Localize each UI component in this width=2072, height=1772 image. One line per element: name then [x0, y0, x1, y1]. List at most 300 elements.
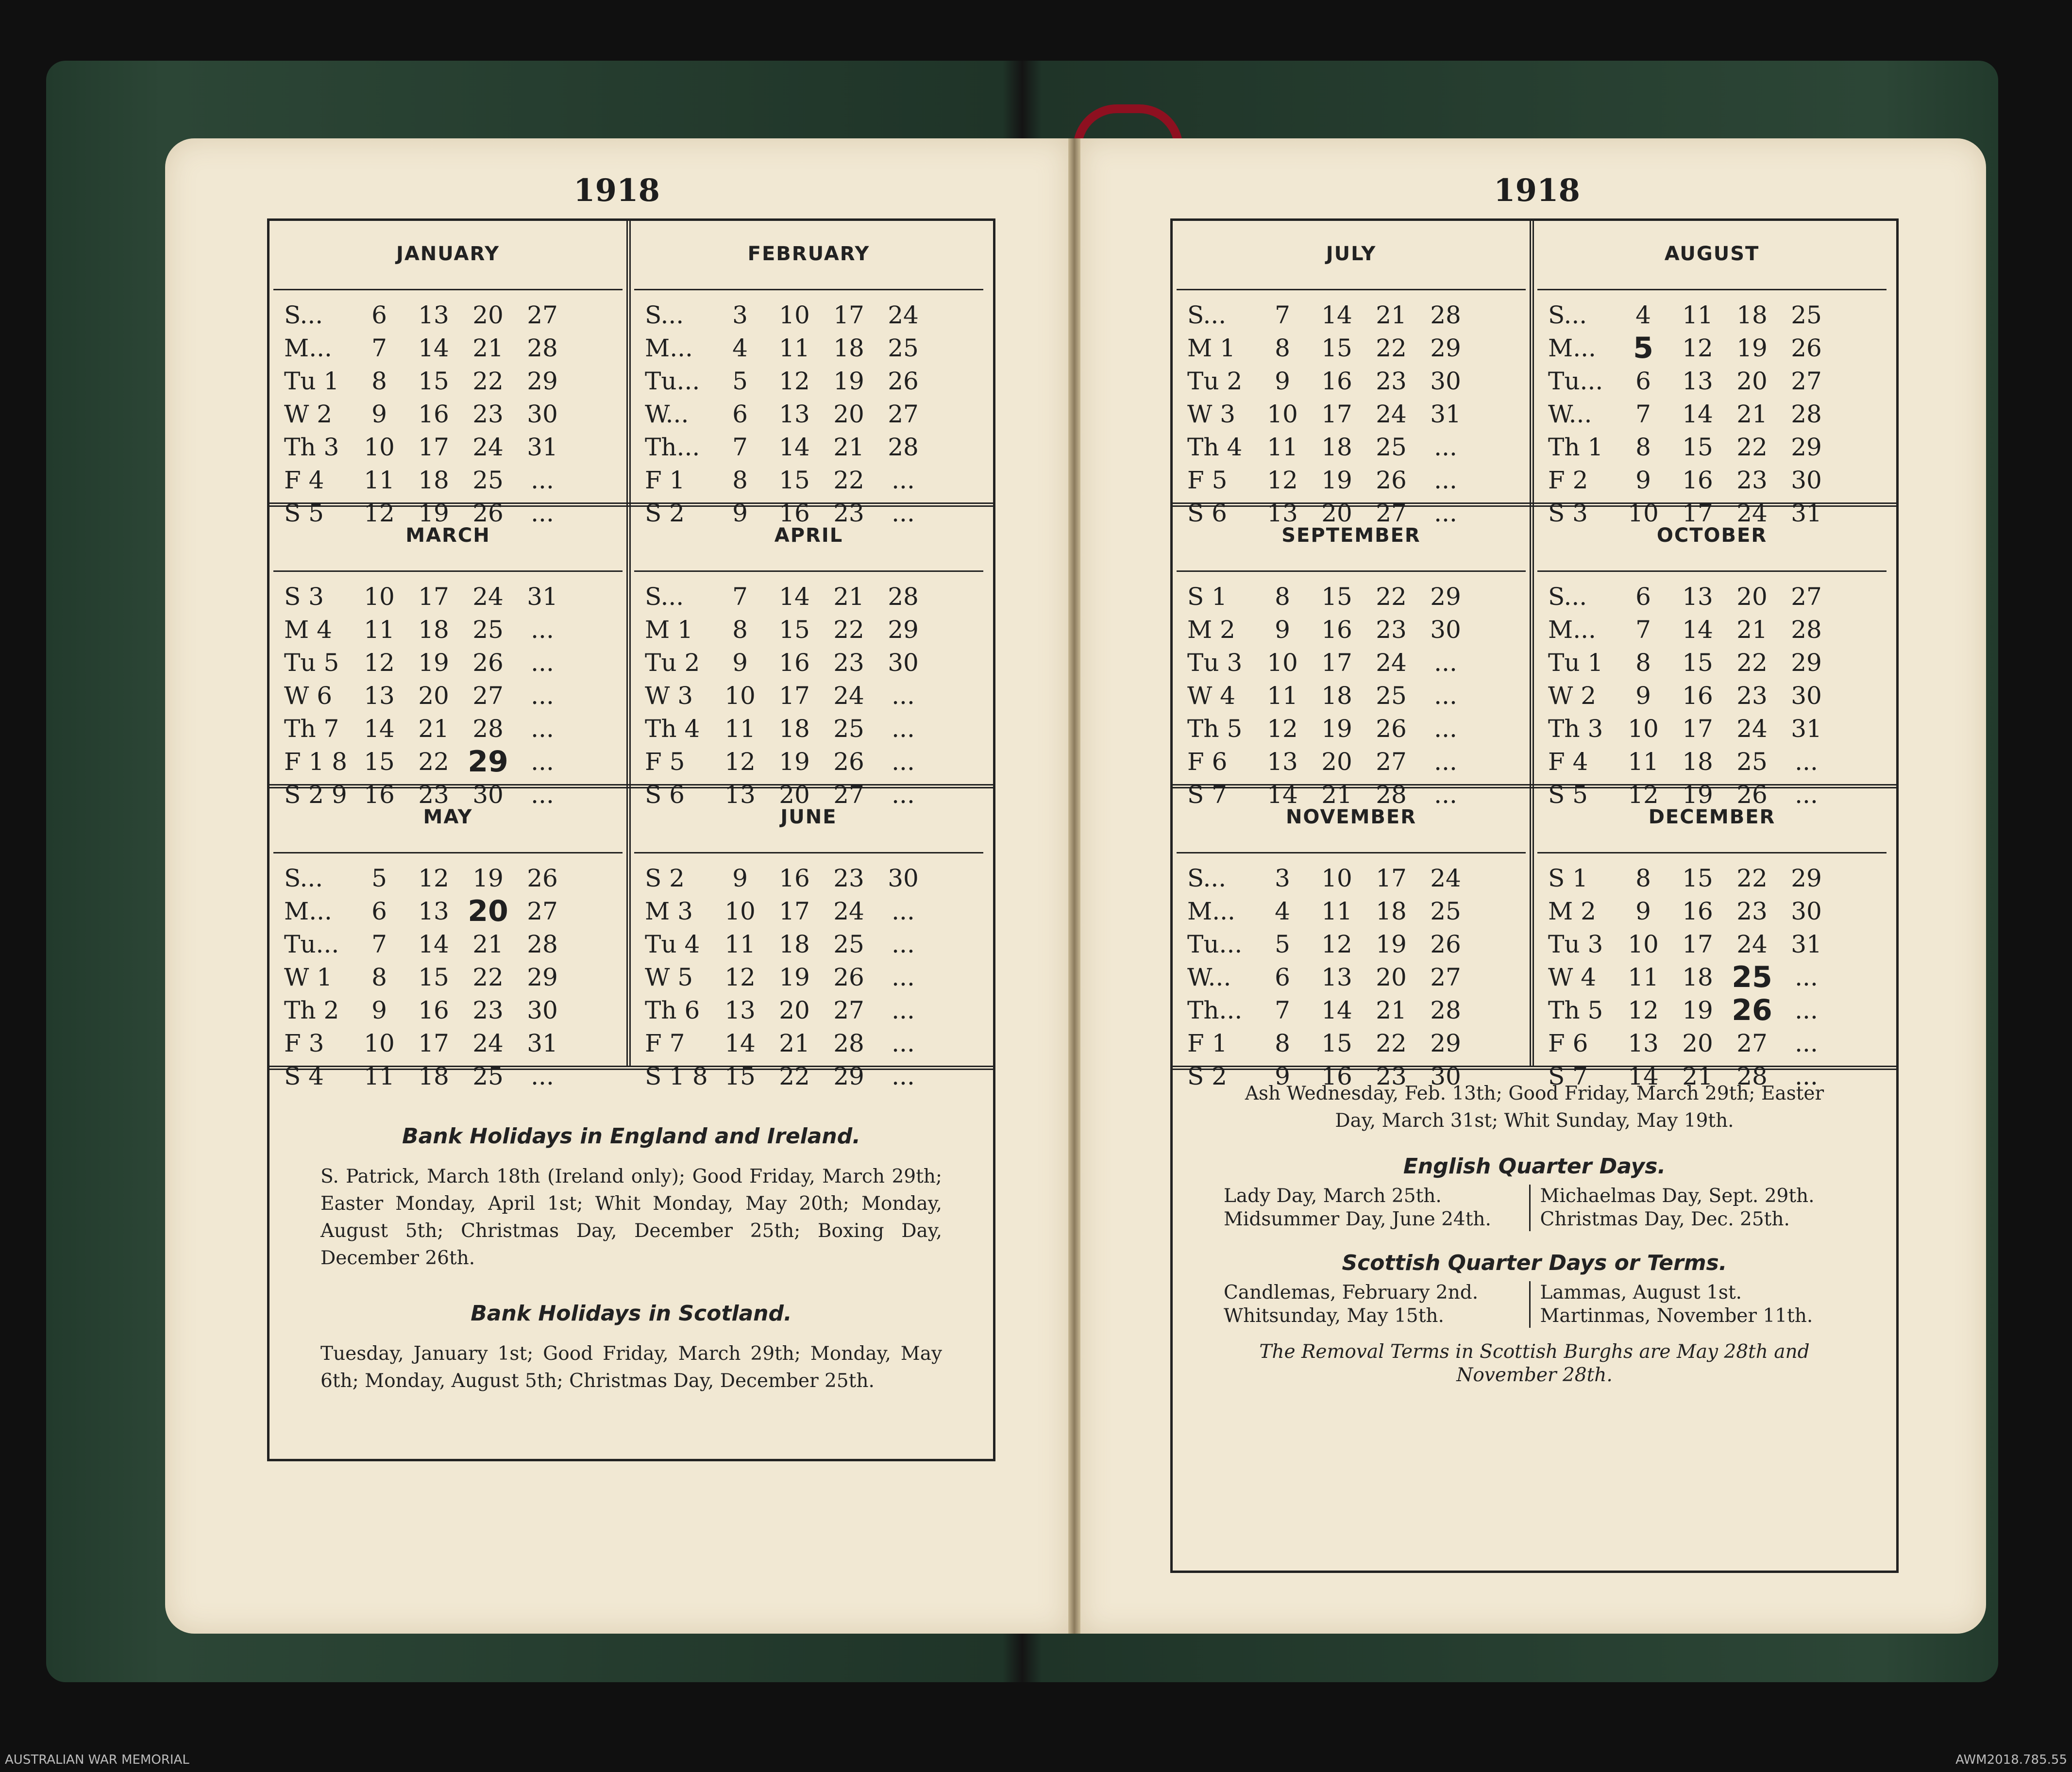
date-cell: 23	[1736, 897, 1768, 925]
weekday-label: M...	[645, 334, 693, 362]
month-december	[1533, 784, 1890, 1090]
day-row	[645, 895, 930, 928]
date-cell: 22	[1376, 583, 1407, 611]
date-cell: ...	[1434, 499, 1457, 527]
date-cell: 17	[1321, 649, 1352, 677]
date-cell: 18	[418, 616, 449, 644]
date-cell: 12	[418, 864, 449, 892]
month-name: SEPTEMBER	[1281, 524, 1421, 547]
date-cell: 15	[1321, 583, 1352, 611]
date-cell: 25	[472, 466, 504, 494]
date-cell: 24	[1736, 930, 1768, 958]
weekday-label: W 3	[645, 682, 693, 710]
date-cell: ...	[1434, 649, 1457, 677]
date-cell: 20	[1376, 963, 1407, 991]
date-cell: 22	[833, 466, 864, 494]
day-grid	[1187, 862, 1473, 1093]
date-cell: 13	[1682, 583, 1713, 611]
month-name: FEBRUARY	[747, 243, 870, 265]
weekday-label: S 6	[645, 781, 685, 809]
date-cell: 12	[1628, 996, 1659, 1024]
weekday-label: S 1	[1548, 864, 1588, 892]
day-grid	[1187, 580, 1473, 811]
date-cell: 8	[371, 367, 387, 395]
date-cell: 24	[472, 583, 504, 611]
date-cell: 29	[1430, 334, 1461, 362]
month-name: MARCH	[405, 524, 490, 547]
day-row	[284, 895, 570, 928]
date-cell: 11	[724, 715, 756, 743]
weekday-label: M...	[1548, 334, 1596, 362]
day-grid	[284, 580, 570, 811]
date-cell: 29	[1791, 864, 1822, 892]
date-cell: 24	[472, 433, 504, 461]
date-cell: 12	[1267, 466, 1298, 494]
date-cell: 24	[1736, 499, 1768, 527]
date-cell: 20	[468, 894, 508, 928]
date-cell: 31	[527, 433, 558, 461]
day-grid	[645, 299, 930, 530]
month-january	[270, 221, 626, 527]
date-cell: 30	[888, 864, 919, 892]
weekday-label: W 4	[1548, 963, 1597, 991]
date-cell: 13	[418, 301, 449, 329]
candlemas: Candlemas, February 2nd.	[1224, 1282, 1479, 1304]
date-cell: 22	[1376, 334, 1407, 362]
day-row	[1187, 365, 1473, 398]
day-grid	[1548, 299, 1834, 530]
date-cell: 14	[1267, 781, 1298, 809]
date-cell: ...	[892, 1062, 915, 1090]
day-row	[1187, 745, 1473, 778]
weekday-label: Th 5	[1187, 715, 1243, 743]
footer-accession: AWM2018.785.55	[1955, 1753, 2067, 1767]
date-cell: 22	[833, 616, 864, 644]
day-row	[645, 679, 930, 712]
day-row	[1187, 994, 1473, 1027]
date-cell: ...	[892, 748, 915, 776]
date-cell: 26	[1732, 993, 1772, 1027]
weekday-label: M 4	[284, 616, 332, 644]
weekday-label: S 3	[284, 583, 324, 611]
weekday-label: Th 7	[284, 715, 339, 743]
date-cell: 15	[779, 616, 810, 644]
weekday-label: W 3	[1187, 400, 1236, 428]
weekday-label: S 7	[1187, 781, 1227, 809]
date-cell: 20	[1736, 367, 1768, 395]
date-cell: 18	[1682, 748, 1713, 776]
date-cell: 6	[371, 897, 387, 925]
date-cell: 24	[833, 897, 864, 925]
date-cell: 15	[1682, 864, 1713, 892]
date-cell: 7	[732, 433, 748, 461]
date-cell: 18	[1321, 682, 1352, 710]
day-row	[1548, 679, 1834, 712]
month-name: MAY	[423, 806, 473, 828]
date-cell: 25	[472, 1062, 504, 1090]
date-cell: 14	[364, 715, 395, 743]
date-cell: 17	[418, 583, 449, 611]
weekday-label: M...	[284, 897, 332, 925]
date-cell: 15	[418, 367, 449, 395]
weekday-label: S...	[284, 301, 323, 329]
date-cell: 17	[1321, 400, 1352, 428]
date-cell: 8	[1635, 649, 1651, 677]
weekday-label: S 6	[1187, 499, 1227, 527]
weekday-label: F 5	[1187, 466, 1228, 494]
date-cell: 13	[364, 682, 395, 710]
date-cell: 30	[472, 781, 504, 809]
date-cell: 25	[833, 715, 864, 743]
date-cell: 27	[1376, 499, 1407, 527]
day-grid	[645, 580, 930, 811]
date-cell: 18	[418, 466, 449, 494]
date-cell: ...	[892, 1029, 915, 1057]
england-holidays-title: Bank Holidays in England and Ireland.	[402, 1124, 860, 1149]
date-cell: ...	[1795, 996, 1818, 1024]
day-row	[645, 613, 930, 646]
date-cell: 9	[371, 400, 387, 428]
day-row	[1548, 1027, 1834, 1060]
date-cell: 22	[779, 1062, 810, 1090]
england-holidays-text: S. Patrick, March 18th (Ireland only); Good Friday, March 29th; Easter Monday, April 1st; Whit Monday, May 20th; Monday, August 5th; Christmas Day, December 25th; Boxing Day, December 26th.	[320, 1166, 942, 1269]
date-cell: 10	[779, 301, 810, 329]
day-row	[1187, 679, 1473, 712]
weekday-label: S...	[645, 583, 684, 611]
date-cell: 15	[779, 466, 810, 494]
date-cell: 19	[1682, 781, 1713, 809]
weekday-label: M...	[284, 334, 332, 362]
date-cell: 8	[732, 466, 748, 494]
date-cell: 24	[1736, 715, 1768, 743]
date-cell: 10	[1267, 649, 1298, 677]
date-cell: 12	[1682, 334, 1713, 362]
date-cell: 6	[371, 301, 387, 329]
date-cell: 24	[888, 301, 919, 329]
date-cell: 7	[371, 930, 387, 958]
date-cell: 13	[1682, 367, 1713, 395]
date-cell: 26	[1736, 781, 1768, 809]
weekday-label: S 4	[284, 1062, 324, 1090]
month-name: JANUARY	[396, 243, 500, 265]
date-cell: ...	[531, 682, 554, 710]
date-cell: 23	[1376, 616, 1407, 644]
weekday-label: Tu...	[1548, 367, 1603, 395]
date-cell: ...	[1434, 715, 1457, 743]
day-row	[284, 928, 570, 961]
date-cell: 10	[364, 1029, 395, 1057]
date-cell: 28	[527, 930, 558, 958]
date-cell: 24	[472, 1029, 504, 1057]
date-cell: 12	[364, 649, 395, 677]
date-cell: 14	[1682, 400, 1713, 428]
date-cell: 23	[472, 400, 504, 428]
month-june	[630, 784, 987, 1090]
date-cell: 27	[1791, 367, 1822, 395]
date-cell: 19	[1321, 466, 1352, 494]
date-cell: 5	[1275, 930, 1290, 958]
date-cell: 20	[1736, 583, 1768, 611]
date-cell: 20	[779, 996, 810, 1024]
whitsunday: Whitsunday, May 15th.	[1224, 1305, 1444, 1327]
date-cell: 13	[724, 996, 756, 1024]
date-cell: 7	[1275, 996, 1290, 1024]
date-cell: 15	[364, 748, 395, 776]
date-cell: 22	[1736, 433, 1768, 461]
martinmas: Martinmas, November 11th.	[1540, 1305, 1813, 1327]
english-quarter-days	[1224, 1185, 1845, 1231]
weekday-label: F 1	[1187, 1029, 1228, 1057]
date-cell: 20	[472, 301, 504, 329]
day-row	[284, 961, 570, 994]
date-cell: 28	[1791, 616, 1822, 644]
date-cell: 22	[472, 963, 504, 991]
date-cell: 20	[418, 682, 449, 710]
date-cell: 14	[724, 1029, 756, 1057]
date-cell: 17	[1682, 499, 1713, 527]
date-cell: 23	[1376, 367, 1407, 395]
date-cell: 11	[1267, 433, 1298, 461]
date-cell: 11	[724, 930, 756, 958]
weekday-label: S...	[1187, 864, 1227, 892]
date-cell: ...	[892, 715, 915, 743]
date-cell: 21	[779, 1029, 810, 1057]
date-cell: 18	[1376, 897, 1407, 925]
date-cell: 6	[732, 400, 748, 428]
date-cell: 18	[418, 1062, 449, 1090]
day-row	[645, 1027, 930, 1060]
date-cell: 21	[1376, 996, 1407, 1024]
date-cell: 28	[888, 583, 919, 611]
date-cell: 30	[527, 400, 558, 428]
date-cell: ...	[892, 682, 915, 710]
date-cell: 5	[371, 864, 387, 892]
date-cell: 16	[779, 499, 810, 527]
weekday-label: M...	[1548, 616, 1596, 644]
day-row	[284, 464, 570, 497]
date-cell: 10	[1628, 715, 1659, 743]
date-cell: 28	[888, 433, 919, 461]
english-quarter-days-title: English Quarter Days.	[1403, 1154, 1666, 1179]
date-cell: 11	[364, 466, 395, 494]
date-cell: 16	[418, 996, 449, 1024]
day-row	[645, 745, 930, 778]
date-cell: 22	[418, 748, 449, 776]
month-november	[1173, 784, 1530, 1090]
date-cell: 31	[1791, 499, 1822, 527]
date-cell: 10	[364, 583, 395, 611]
date-cell: 28	[1430, 996, 1461, 1024]
date-cell: 26	[527, 864, 558, 892]
date-cell: 29	[468, 745, 508, 779]
month-rule	[634, 570, 983, 572]
weekday-label: S...	[284, 864, 323, 892]
date-cell: 16	[364, 781, 395, 809]
date-cell: 28	[1791, 400, 1822, 428]
date-cell: ...	[531, 715, 554, 743]
date-cell: 13	[418, 897, 449, 925]
date-cell: 23	[1376, 1062, 1407, 1090]
date-cell: 16	[1682, 897, 1713, 925]
date-cell: 11	[1628, 748, 1659, 776]
date-cell: 19	[1376, 930, 1407, 958]
date-cell: 18	[779, 715, 810, 743]
day-row	[1548, 862, 1834, 895]
day-row	[645, 365, 930, 398]
date-cell: 9	[732, 499, 748, 527]
date-cell: 27	[888, 400, 919, 428]
right-notes	[1173, 1070, 1896, 1387]
weekday-label: Tu...	[284, 930, 339, 958]
date-cell: 26	[1376, 466, 1407, 494]
date-cell: 13	[1321, 963, 1352, 991]
weekday-label: M...	[1187, 897, 1235, 925]
day-row	[645, 712, 930, 745]
date-cell: 28	[472, 715, 504, 743]
date-cell: ...	[892, 897, 915, 925]
day-row	[1187, 928, 1473, 961]
date-cell: 18	[1682, 963, 1713, 991]
date-cell: ...	[892, 963, 915, 991]
date-cell: 29	[888, 616, 919, 644]
weekday-label: F 4	[1548, 748, 1588, 776]
date-cell: 25	[1430, 897, 1461, 925]
date-cell: 29	[1791, 649, 1822, 677]
month-name: NOVEMBER	[1285, 806, 1417, 828]
date-cell: 22	[472, 367, 504, 395]
date-cell: 31	[1430, 400, 1461, 428]
footer-source: AUSTRALIAN WAR MEMORIAL	[5, 1753, 189, 1767]
weekday-label: S 1 8	[645, 1062, 708, 1090]
date-cell: 16	[779, 649, 810, 677]
date-cell: ...	[531, 466, 554, 494]
date-cell: 16	[1321, 1062, 1352, 1090]
weekday-label: Tu 3	[1187, 649, 1243, 677]
right-calendar-frame	[1170, 218, 1899, 1573]
date-cell: 20	[1321, 748, 1352, 776]
month-rule	[1537, 852, 1887, 853]
date-cell: 11	[1267, 682, 1298, 710]
date-cell: 21	[1682, 1062, 1713, 1090]
date-cell: 14	[779, 583, 810, 611]
day-row	[645, 961, 930, 994]
date-cell: 9	[1635, 466, 1651, 494]
date-cell: 9	[1635, 897, 1651, 925]
date-cell: 11	[1682, 301, 1713, 329]
weekday-label: S 5	[1548, 781, 1588, 809]
weekday-label: Th 2	[284, 996, 339, 1024]
weekday-label: Th 3	[1548, 715, 1603, 743]
month-august	[1533, 221, 1890, 527]
date-cell: 27	[527, 301, 558, 329]
scotland-holidays-text: Tuesday, January 1st; Good Friday, March 29th; Monday, May 6th; Monday, August 5th; Christmas Day, December 25th.	[320, 1343, 942, 1392]
date-cell: ...	[1434, 433, 1457, 461]
date-cell: 29	[1430, 1029, 1461, 1057]
date-cell: 25	[472, 616, 504, 644]
day-row	[284, 431, 570, 464]
weekday-label: Tu 2	[1187, 367, 1243, 395]
weekday-label: M 2	[1548, 897, 1596, 925]
month-september	[1173, 502, 1530, 809]
date-cell: ...	[892, 996, 915, 1024]
date-cell: 25	[1791, 301, 1822, 329]
date-cell: 31	[1791, 715, 1822, 743]
day-row	[1187, 398, 1473, 431]
date-cell: 23	[472, 996, 504, 1024]
day-row	[1548, 745, 1834, 778]
month-name: OCTOBER	[1656, 524, 1768, 547]
date-cell: 5	[1633, 331, 1653, 365]
date-cell: 15	[1682, 433, 1713, 461]
day-grid	[645, 862, 930, 1093]
date-cell: 19	[833, 367, 864, 395]
weekday-label: Th 1	[1548, 433, 1603, 461]
day-row	[645, 332, 930, 365]
date-cell: 23	[418, 781, 449, 809]
weekday-label: Tu...	[645, 367, 700, 395]
day-row	[1187, 1027, 1473, 1060]
weekday-label: S 2	[1187, 1062, 1227, 1090]
date-cell: 11	[364, 1062, 395, 1090]
date-cell: 21	[1736, 400, 1768, 428]
day-row	[645, 928, 930, 961]
day-row	[1187, 580, 1473, 613]
weekday-label: M 1	[645, 616, 693, 644]
date-cell: 21	[1376, 301, 1407, 329]
date-cell: 9	[1275, 367, 1290, 395]
book-gutter	[1068, 138, 1080, 1634]
date-cell: 8	[1635, 433, 1651, 461]
day-row	[645, 646, 930, 679]
lammas: Lammas, August 1st.	[1540, 1282, 1742, 1304]
day-row	[1548, 928, 1834, 961]
month-april	[630, 502, 987, 809]
date-cell: 18	[779, 930, 810, 958]
day-row	[1187, 299, 1473, 332]
day-row	[1548, 961, 1834, 994]
removal-terms-note: The Removal Terms in Scottish Burghs are May 28th and November 28th.	[1259, 1341, 1810, 1386]
month-rule	[634, 289, 983, 290]
day-row	[1187, 646, 1473, 679]
date-cell: 25	[1732, 960, 1772, 994]
day-row	[284, 646, 570, 679]
date-cell: 15	[418, 963, 449, 991]
date-cell: 17	[833, 301, 864, 329]
date-cell: 31	[527, 583, 558, 611]
date-cell: 9	[732, 864, 748, 892]
date-cell: 8	[371, 963, 387, 991]
date-cell: 9	[1275, 1062, 1290, 1090]
weekday-label: Th 5	[1548, 996, 1603, 1024]
date-cell: 30	[1430, 367, 1461, 395]
date-cell: 21	[1736, 616, 1768, 644]
date-cell: 10	[724, 897, 756, 925]
right-page	[1080, 138, 1986, 1634]
date-cell: 15	[1321, 334, 1352, 362]
date-cell: ...	[892, 781, 915, 809]
month-rule	[1177, 570, 1526, 572]
date-cell: 3	[1275, 864, 1290, 892]
date-cell: 18	[1736, 301, 1768, 329]
date-cell: 21	[472, 334, 504, 362]
date-cell: 4	[1275, 897, 1290, 925]
weekday-label: Tu 5	[284, 649, 339, 677]
date-cell: 22	[1736, 864, 1768, 892]
date-cell: 23	[1736, 466, 1768, 494]
weekday-label: W 4	[1187, 682, 1236, 710]
right-page-year: 1918	[1493, 172, 1581, 209]
weekday-label: S 7	[1548, 1062, 1588, 1090]
